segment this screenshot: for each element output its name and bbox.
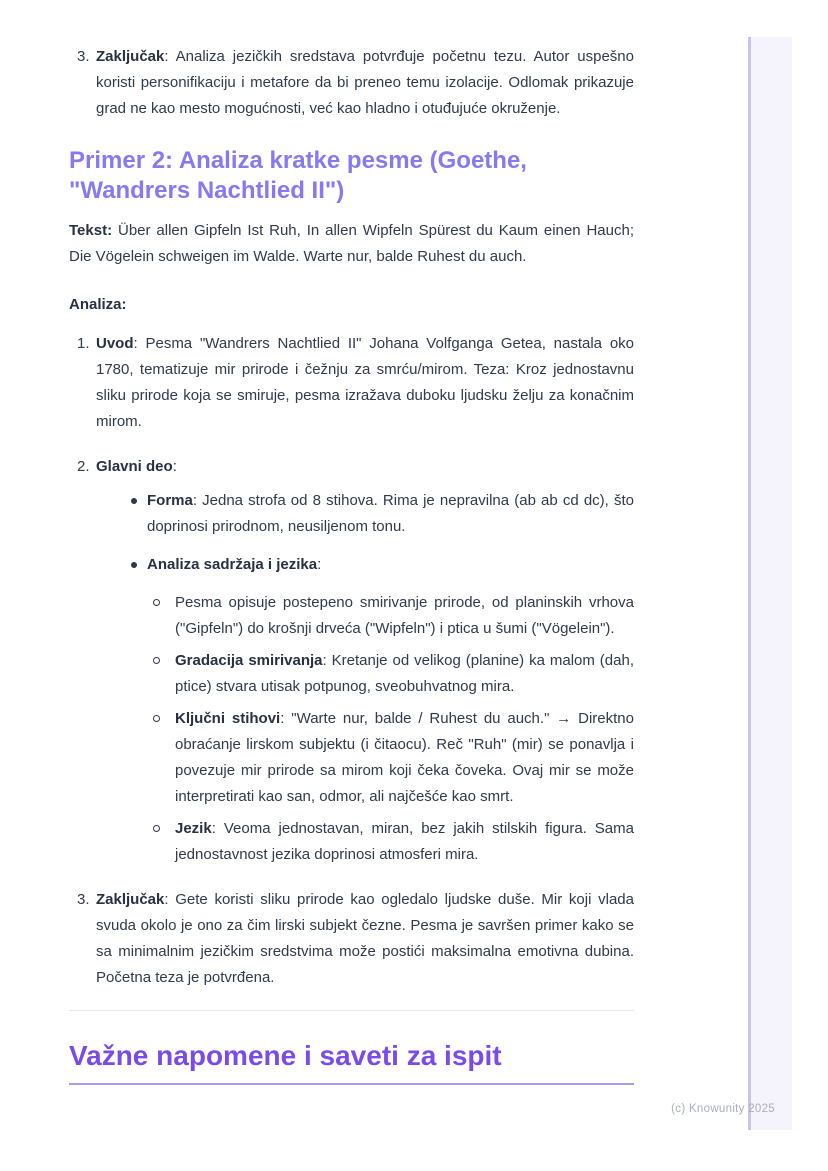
item-number: 3. — [77, 48, 90, 65]
item-label: Glavni deo — [96, 458, 173, 475]
bullet-circle-icon — [153, 825, 160, 832]
bullet-circle-icon — [153, 715, 160, 722]
section-divider — [69, 1010, 634, 1011]
bullet-dot-icon — [131, 498, 137, 504]
bullet-text: Jedna strofa od 8 stihova. Rima je nepravilna (ab ab cd dc), što doprinosi prirodnom, neusiljenom tonu. — [147, 492, 634, 535]
item-text: Gete koristi sliku prirode kao ogledalo ljudske duše. Mir koji vlada svuda okolo je ono za čim lirski subjekt čezne. Pesma je savršen primer kako se sa minimalnim jezičkim sredstvima može postići maksimalna emotivna dubina. Početna teza je potvrđena. — [96, 891, 634, 986]
sub-bullet-item-jezik — [96, 816, 634, 868]
item-number: 2. — [77, 458, 90, 475]
section-heading-primer2: Primer 2: Analiza kratke pesme (Goethe, "Wandrers Nachtlied II") — [69, 147, 527, 204]
bullet-item-forma — [96, 488, 634, 540]
item-label: Zaključak — [96, 891, 165, 908]
sub-bullet-label: Gradacija smirivanja — [175, 652, 323, 669]
sub-bullet-separator: : — [211, 820, 224, 837]
item-separator: : — [164, 891, 176, 908]
sub-bullet-text: "Warte nur, balde / Ruhest du auch." → Direktno obraćanje lirskom subjektu (i čitaocu). Reč "Ruh" (mir) se ponavlja i povezuje mir prirode sa mirom koji čeka čoveka. Ovaj mir se može interpretirati kao san, odmor, ali najčešće kao smrt. — [175, 710, 634, 805]
sub-bullet-item-gradacija — [96, 648, 634, 700]
bullet-list-glavni-deo — [96, 488, 634, 868]
bullet-separator: : — [317, 556, 322, 573]
sub-bullet-label: Jezik — [175, 820, 212, 837]
item-number: 3. — [77, 891, 90, 908]
bullet-label: Forma — [147, 492, 193, 509]
list-item-uvod — [69, 331, 634, 435]
sub-bullet-list — [96, 590, 634, 868]
sub-bullet-text: Kretanje od velikog (planine) ka malom (dah, ptice) stvara utisak potpunog, sveobuhvatnog mira. — [175, 652, 634, 695]
scrollbar-track[interactable] — [748, 37, 792, 1130]
item-label: Uvod — [96, 335, 134, 352]
sub-bullet-separator: : — [280, 710, 292, 727]
item-separator: : — [133, 335, 146, 352]
item-number: 1. — [77, 335, 90, 352]
item-separator: : — [164, 48, 176, 65]
sub-bullet-label: Ključni stihovi — [175, 710, 281, 727]
item-separator: : — [172, 458, 177, 475]
bullet-item-analiza-sadrzaja — [96, 552, 634, 578]
bullet-separator: : — [192, 492, 203, 509]
bullet-label: Analiza sadržaja i jezika — [147, 556, 318, 573]
sub-bullet-separator: : — [322, 652, 332, 669]
tekst-text: Über allen Gipfeln Ist Ruh, In allen Wipfeln Spürest du Kaum einen Hauch; Die Vögelein schweigen im Walde. Warte nur, balde Ruhest du auch. — [69, 222, 634, 265]
item-text: Analiza jezičkih sredstava potvrđuje početnu tezu. Autor uspešno koristi personifikaciju i metafore da bi preneo temu izolacije. Odlomak prikazuje grad ne kao mesto mogućnosti, već kao hladno i otuđujuće okruženje. — [96, 48, 634, 117]
document-content — [69, 44, 634, 1085]
bullet-circle-icon — [153, 599, 160, 606]
analiza-label: Analiza: — [69, 296, 127, 313]
list-item-zakljucak-primer2 — [69, 887, 634, 991]
bullet-dot-icon — [131, 562, 137, 568]
sub-bullet-text: Pesma opisuje postepeno smirivanje prirode, od planinskih vrhova ("Gipfeln") do krošnji drveća ("Wipfeln") i ptica u šumi ("Vögelein"). — [175, 594, 634, 637]
list-item-zakljucak-primer1 — [69, 44, 634, 122]
list-item-glavni-deo — [69, 454, 634, 868]
paragraph-tekst — [69, 218, 634, 270]
sub-bullet-item-kljucni-stihovi — [96, 706, 634, 810]
ordered-list-analiza — [69, 331, 634, 991]
paragraph-analiza — [69, 292, 634, 318]
sub-bullet-item-opis — [96, 590, 634, 642]
section-heading-vazne-napomene: Važne napomene i saveti za ispit — [69, 1039, 634, 1085]
bullet-circle-icon — [153, 657, 160, 664]
tekst-label: Tekst: — [69, 222, 113, 239]
item-label: Zaključak — [96, 48, 165, 65]
sub-bullet-text: Veoma jednostavan, miran, bez jakih stilskih figura. Sama jednostavnost jezika doprinosi atmosferi mira. — [175, 820, 634, 863]
copyright-watermark: (c) Knowunity 2025 — [671, 1103, 775, 1115]
item-text: Pesma "Wandrers Nachtlied II" Johana Volfganga Getea, nastala oko 1780, tematizuje mir prirode i čežnju za smrću/mirom. Teza: Kroz jednostavnu sliku prirode koja se smiruje, pesma izražava duboku ljudsku želju za konačnim mirom. — [96, 335, 634, 430]
